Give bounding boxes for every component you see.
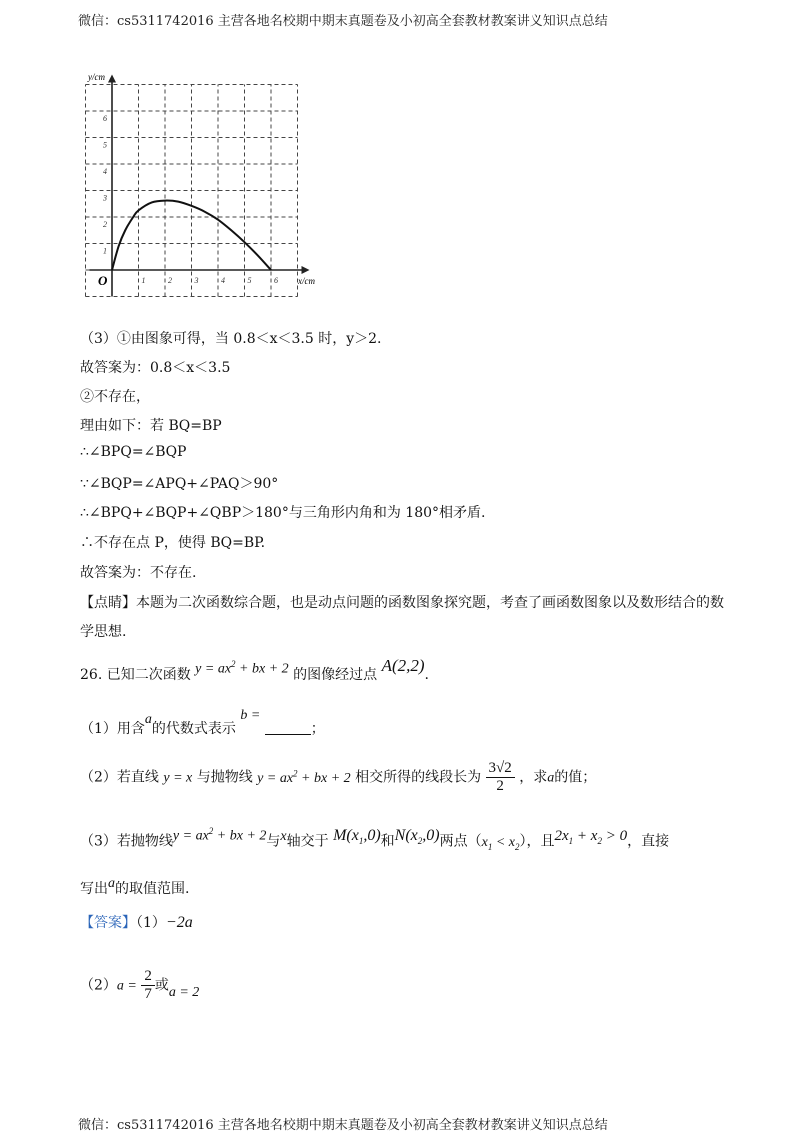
- x-tick-label: 2: [168, 276, 172, 285]
- comment-line1: 【点睛】本题为二次函数综合题，也是动点问题的函数图象探究题，考查了画函数图象以及数形结合的数: [80, 595, 724, 611]
- x-axis-label: x/cm: [298, 276, 315, 286]
- x-tick-label: 6: [274, 276, 278, 285]
- answer-none: 故答案为：不存在.: [80, 565, 197, 581]
- y-tick-label: 4: [103, 167, 107, 176]
- step-2: ∵∠BQP=∠APQ+∠PAQ＞90°: [80, 476, 279, 492]
- page-header: 微信：cs5311742016 主营各地名校期中期末真题卷及小初高全套教材教案讲义知识点总结: [78, 14, 608, 29]
- question-26-stem: 26. 已知二次函数 $y = ax^2$ + bx + 2 的图像经过点 A(2,2).: [80, 656, 429, 683]
- x-tick-label: 4: [221, 276, 225, 285]
- x-axis-arrow: [302, 266, 310, 274]
- question-26-part3-line2: 写出a的取值范围.: [80, 876, 190, 897]
- x-tick-label: 1: [141, 276, 146, 285]
- question-26-part1: （1）用含a的代数式表示 b = ；: [80, 708, 325, 737]
- answer-fraction: $\frac{2}{7}$: [141, 968, 155, 1003]
- answer-range: 故答案为：0.8＜x＜3.5: [80, 360, 231, 376]
- question-26-part2: （2）若直线 y = x 与抛物线 $y = ax^2$ + bx + 2 相交所得的线段长为 $\frac{3√2}{2}$ ，求a的值；: [80, 760, 597, 794]
- origin-label: O: [98, 273, 108, 288]
- chart-ticks: [102, 114, 278, 285]
- answer-blank: [265, 722, 311, 735]
- part3-line1: （3）①由图象可得，当 0.8＜x＜3.5 时，y＞2.: [80, 331, 382, 347]
- y-tick-label: 2: [103, 220, 107, 229]
- y-tick-label: 5: [103, 140, 107, 150]
- answer-part1: 【答案】（1）−2a: [80, 914, 193, 931]
- segment-length-fraction: $\frac{3√2}{2}$: [486, 760, 515, 795]
- question-26-part3: （3）若抛物线$y = ax^2$ + bx + 2与x轴交于 $M(x_1,0)$和$N(x_2,0)$两点$(x_1 < x_2)$，且$2x_1 + x_2 > 0$，直接: [80, 826, 670, 852]
- answer-part2: （2）a = $\frac{2}{7}$ 或a = 2: [80, 968, 200, 1002]
- y-axis-arrow: [108, 75, 116, 83]
- answer-label: 【答案】: [80, 915, 136, 931]
- reason-line: 理由如下：若 BQ=BP: [80, 418, 222, 434]
- function-graph: [72, 68, 332, 300]
- page-footer: 微信：cs5311742016 主营各地名校期中期末真题卷及小初高全套教材教案讲义知识点总结: [78, 1118, 608, 1133]
- y-axis-label: y/cm: [88, 72, 105, 82]
- y-tick-label: 6: [103, 114, 107, 123]
- step-4: ∴不存在点 P，使得 BQ=BP.: [80, 535, 266, 551]
- step-1: ∴∠BPQ=∠BQP: [80, 444, 187, 460]
- point-a: A(2,2): [381, 656, 425, 675]
- y-tick-label: 3: [103, 193, 107, 203]
- quadratic-expression: $y = ax^2$ + bx + 2: [195, 659, 289, 677]
- part3-line2: ②不存在，: [80, 389, 150, 405]
- step-3: ∴∠BPQ+∠BQP+∠QBP＞180°与三角形内角和为 180°相矛盾.: [80, 505, 486, 521]
- x-tick-label: 5: [247, 276, 252, 285]
- x-tick-label: 3: [194, 276, 199, 285]
- comment-line2: 学思想.: [80, 624, 127, 640]
- y-tick-label: 1: [103, 246, 107, 256]
- chart-axes: [90, 75, 310, 297]
